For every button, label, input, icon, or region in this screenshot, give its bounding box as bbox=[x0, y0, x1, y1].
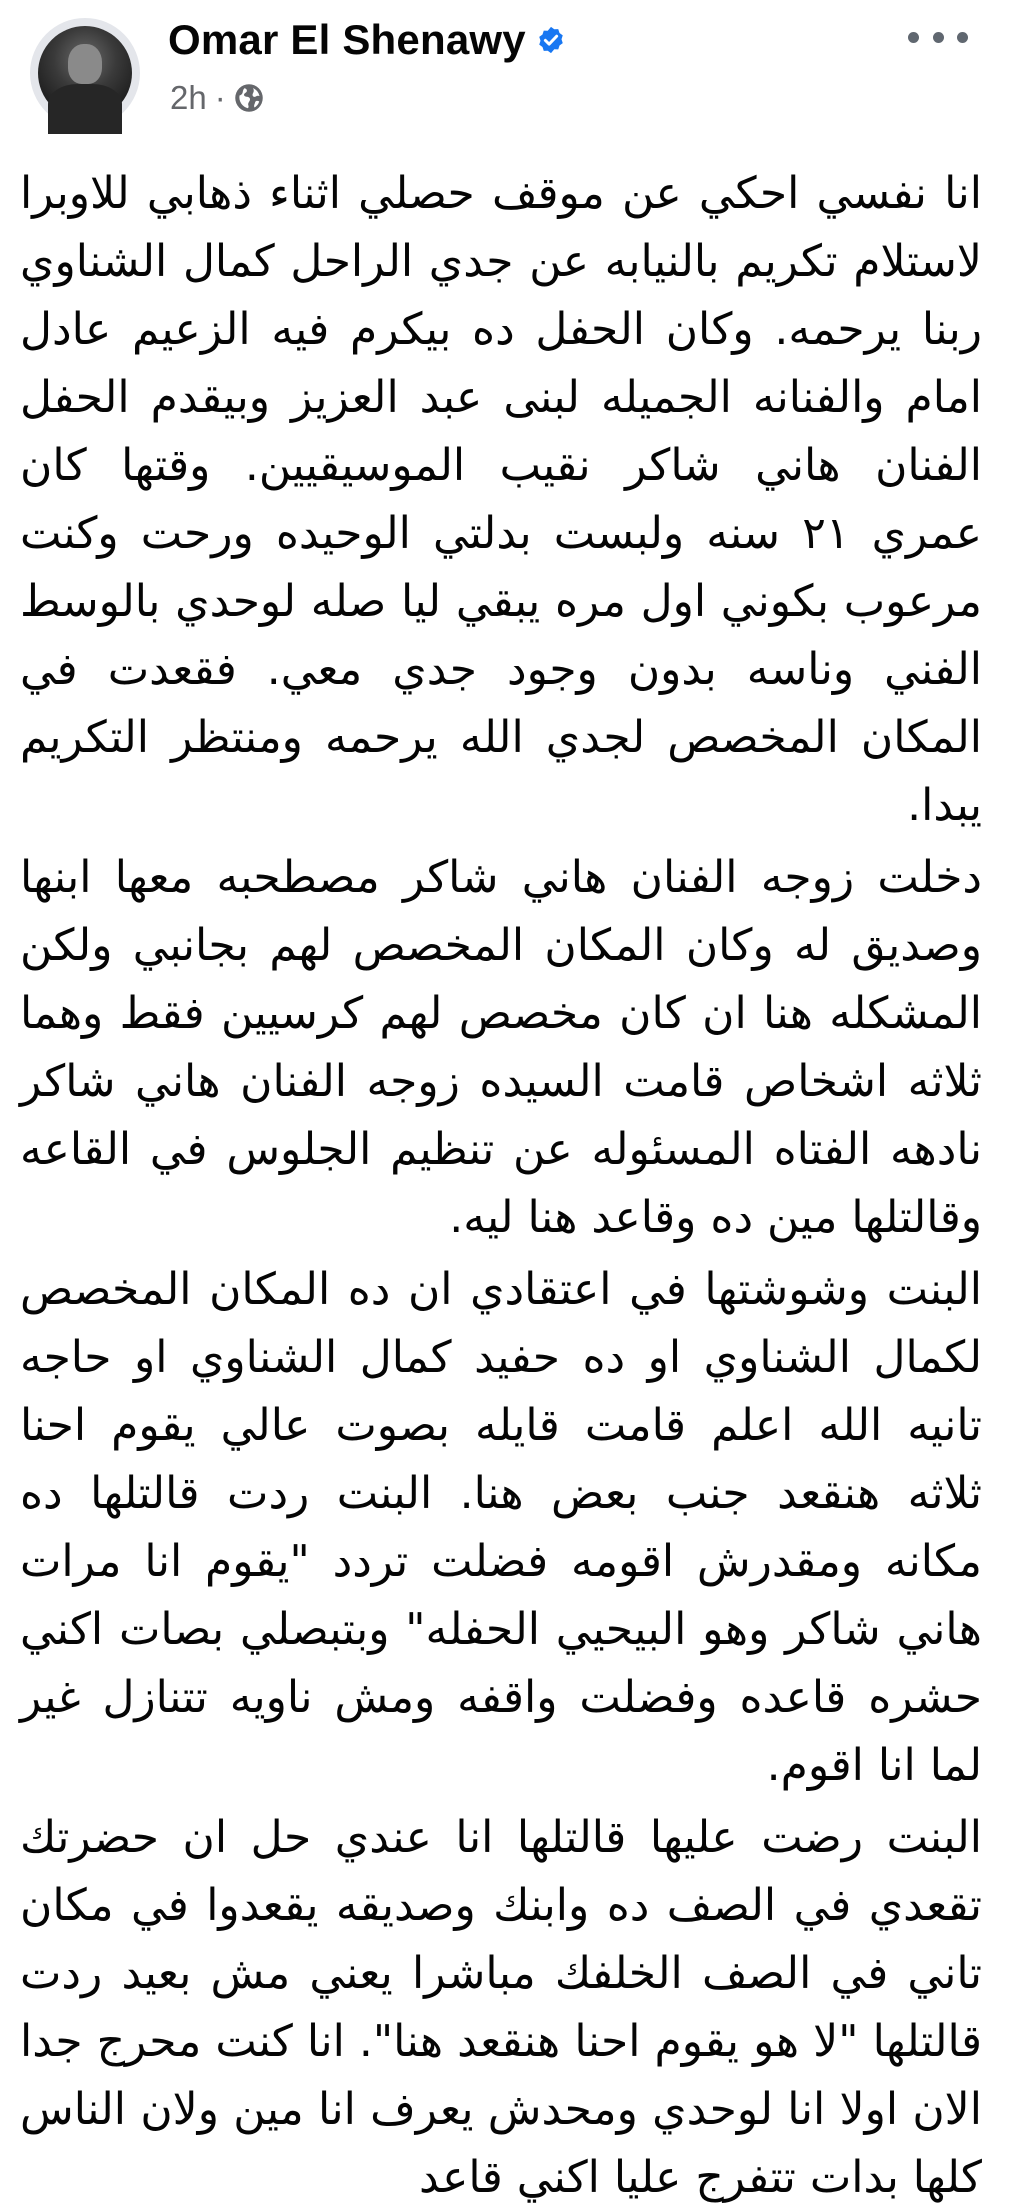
author-name[interactable]: Omar El Shenawy bbox=[168, 16, 526, 63]
post-paragraph: انا نفسي احكي عن موقف حصلي اثناء ذهابي للاوبرا لاستلام تكريم بالنيابه عن جدي الراحل كمال الشناوي ربنا يرحمه. وكان الحفل ده بيكرم فيه الزعيم عادل امام والفنانه الجميله لبنى عبد العزيز وبيقدم الحفل الفنان هاني شاكر نقيب الموسيقيين. وقتها كان عمري ٢١ سنه ولبست بدلتي الوحيده ورحت وكنت مرعوب بكوني اول مره يبقي ليا صله لوحدي بالوسط الفني وناسه بدون وجود جدي معي. فقعدت في المكان المخصص لجدي الله يرحمه ومنتظر التكريم يبدا. bbox=[20, 168, 982, 831]
verified-badge-icon bbox=[536, 25, 566, 55]
post-paragraph: البنت وشوشتها في اعتقادي ان ده المكان المخصص لكمال الشناوي او ده حفيد كمال الشناوي او حاجه تانيه الله اعلم قامت قايله بصوت عالي يقوم احنا ثلاثه هنقعد جنب بعض هنا. البنت ردت قالتلها ده مكانه ومقدرش اقومه فضلت تردد "يقوم انا مرات هاني شاكر وهو البيحيي الحفله" وبتبصلي بصات اكني حشره قاعده وفضلت واقفه ومش ناويه تتنازل غير لما انا اقوم. bbox=[20, 1264, 982, 1791]
more-dot bbox=[957, 32, 968, 43]
meta-separator: · bbox=[214, 79, 226, 116]
post-header bbox=[0, 0, 1012, 140]
post-paragraph: البنت رضت عليها قالتلها انا عندي حل ان حضرتك تقعدي في الصف ده وابنك وصديقه يقعدوا في مكان تاني في الصف الخلفك مباشرا يعني مش بعيد ردت قالتلها "لا هو يقوم احنا هنقعد هنا". انا كنت محرج جدا الان اولا انا لوحدي ومحدش يعرف انا مين ولان الناس كلها بدات تتفرج عليا اكني قاعد bbox=[20, 1812, 982, 2203]
globe-icon[interactable] bbox=[234, 83, 264, 113]
more-options-icon[interactable] bbox=[908, 22, 968, 52]
author-avatar[interactable] bbox=[30, 18, 140, 128]
post-time[interactable]: 2h bbox=[170, 79, 207, 116]
post-meta bbox=[170, 78, 264, 118]
avatar-photo bbox=[38, 26, 132, 120]
avatar-face bbox=[68, 44, 102, 84]
more-dot bbox=[908, 32, 919, 43]
post-body bbox=[20, 160, 982, 2212]
author-row bbox=[168, 14, 566, 66]
avatar-shoulders bbox=[48, 84, 122, 134]
more-dot bbox=[933, 32, 944, 43]
post-paragraph: دخلت زوجه الفنان هاني شاكر مصطحبه معها ابنها وصديق له وكان المكان المخصص لهم بجانبي ولكن المشكله هنا ان كان مخصص لهم كرسيين فقط وهما ثلاثه اشخاص قامت السيده زوجه الفنان هاني شاكر نادهه الفتاه المسئوله عن تنظيم الجلوس في القاعه وقالتلها مين ده وقاعد هنا ليه. bbox=[20, 852, 982, 1243]
